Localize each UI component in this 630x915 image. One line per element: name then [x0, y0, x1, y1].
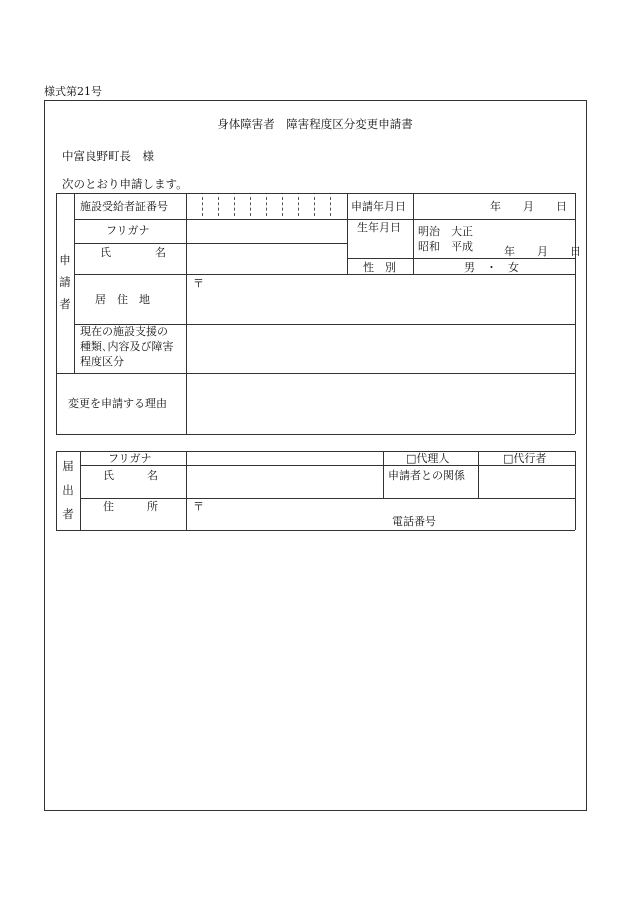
applicant-postal-mark: 〒	[193, 277, 204, 290]
current-facility-label-line1: 現在の施設支援の	[80, 325, 168, 338]
notifier-furigana-label: フリガナ	[108, 452, 152, 465]
agent-checkbox-label: □代行者	[503, 452, 547, 465]
application-date-label: 申請年月日	[351, 200, 406, 213]
notifier-section-label-1: 届	[62, 459, 74, 473]
birth-date-value: 年 月 日	[504, 245, 581, 258]
reason-label: 変更を申請する理由	[68, 397, 167, 410]
notifier-section-label-3: 者	[62, 507, 74, 521]
applicant-name-label: 氏 名	[100, 246, 166, 259]
era-options-row2: 昭和 平成	[418, 240, 473, 253]
applicant-section-label-3: 者	[59, 297, 71, 311]
current-facility-label-line3: 程度区分	[80, 355, 124, 368]
form-number: 様式第21号	[44, 85, 102, 98]
sex-label: 性 別	[363, 261, 396, 274]
phone-label: 電話番号	[392, 515, 436, 528]
relation-label: 申請者との関係	[388, 469, 465, 482]
addressee: 中富良野町長 様	[62, 149, 154, 163]
notifier-section-label-2: 出	[62, 483, 74, 497]
sex-value: 男 ・ 女	[464, 261, 519, 274]
era-options-row1: 明治 大正	[418, 225, 473, 238]
form-title: 身体障害者 障害程度区分変更申請書	[217, 117, 413, 131]
notifier-name-label: 氏 名	[103, 469, 158, 482]
proxy-checkbox-label: □代理人	[406, 452, 450, 465]
notifier-address-label: 住 所	[103, 500, 158, 513]
applicant-furigana-label: フリガナ	[106, 224, 150, 237]
cert-number-label: 施設受給者証番号	[80, 200, 168, 213]
applicant-section-label-2: 請	[59, 275, 71, 289]
address-label: 居 住 地	[95, 293, 150, 306]
current-facility-label-line2: 種類､内容及び障害	[80, 340, 174, 353]
notifier-postal-mark: 〒	[193, 500, 204, 513]
birth-date-label: 生年月日	[357, 221, 401, 234]
applicant-section-label-1: 申	[59, 253, 71, 267]
application-date-value: 年 月 日	[490, 200, 567, 213]
intro-text: 次のとおり申請します。	[62, 177, 188, 191]
